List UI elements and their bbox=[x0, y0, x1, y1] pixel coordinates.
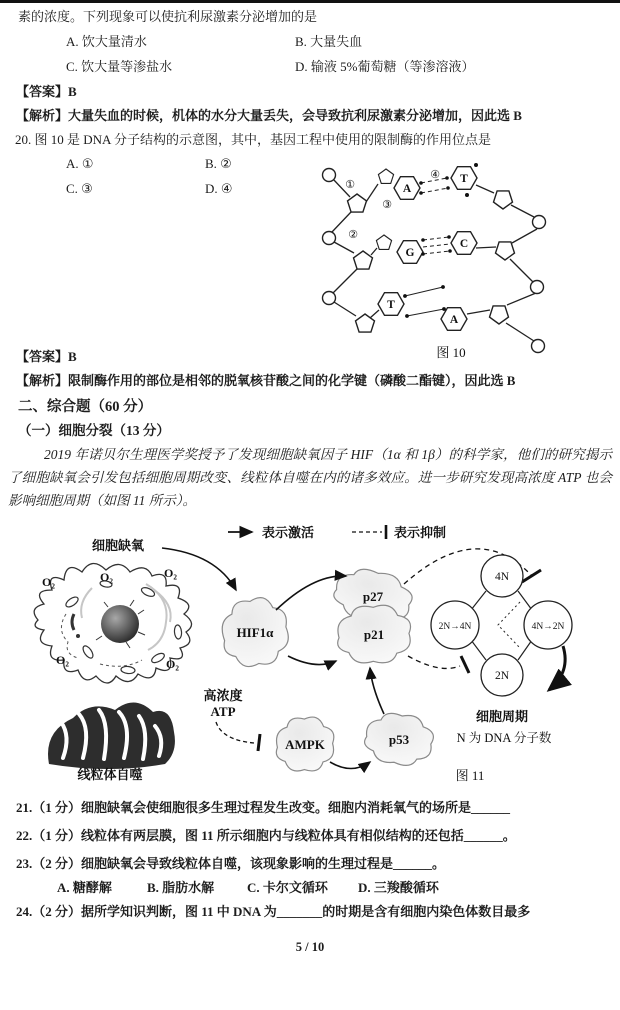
hif-label: HIF1α bbox=[236, 625, 274, 640]
base-C: C bbox=[459, 238, 469, 250]
cycle-top-label: 4N bbox=[494, 571, 510, 583]
hif-to-p21-arrow bbox=[288, 656, 336, 665]
q19-option-d: D. 输液 5%葡萄糖（等渗溶液） bbox=[295, 59, 475, 74]
q24-stem: 24.（2 分）据所学知识判断，图 11 中 DNA 为_______的时期是含有细胞内染色体数目最多 bbox=[16, 904, 531, 919]
base-A1: A bbox=[402, 183, 412, 195]
atp-inhibit-bar-icon bbox=[258, 734, 260, 751]
figure-10-caption: 图 10 bbox=[436, 345, 466, 360]
q20-answer: 【答案】B bbox=[16, 349, 77, 364]
page-number: 5 / 10 bbox=[295, 940, 325, 954]
section-subtitle: （一）细胞分裂（13 分） bbox=[18, 423, 170, 438]
vesicle-dot bbox=[76, 634, 80, 638]
base-G: G bbox=[405, 247, 415, 259]
q23-option-c: C. 卡尔文循环 bbox=[247, 880, 328, 895]
hydrogen-bonds bbox=[421, 178, 450, 254]
p21-inhibit-bar-icon bbox=[461, 656, 469, 673]
p53-label: p53 bbox=[388, 732, 410, 747]
q20-stem: 20. 图 10 是 DNA 分子结构的示意图，其中，基因工程中使用的限制酶的作用位点是 bbox=[15, 132, 491, 147]
intro-paragraph: 2019 年诺贝尔生理医学奖授予了发现细胞缺氧因子 HIF（1α 和 1β）的科学家，他们的研究揭示了细胞缺氧会引发包括细胞周期改变、线粒体自噬在内的诸多效应。进一步研究发现高浓度 ATP 也会影响细胞周期（如图 11 所示）。 bbox=[8, 447, 612, 508]
q23-option-d: D. 三羧酸循环 bbox=[358, 880, 439, 895]
q20-option-a: A. ① bbox=[66, 156, 94, 171]
q20-option-b: B. ② bbox=[205, 156, 232, 171]
q20-option-d: D. ④ bbox=[205, 181, 233, 196]
legend-activate-label: 表示激活 bbox=[262, 525, 315, 540]
ampk-label: AMPK bbox=[285, 737, 325, 752]
q19-stem: 素的浓度。下列现象可以使抗利尿激素分泌增加的是 bbox=[18, 9, 318, 24]
p53-to-p21-arrow bbox=[370, 668, 384, 714]
o2-label-3: O₂ bbox=[164, 566, 177, 580]
legend bbox=[228, 525, 446, 540]
q19-option-b: B. 大量失血 bbox=[295, 34, 363, 49]
hypoxic-cell-drawing bbox=[34, 563, 191, 683]
o2-label-1: O₂ bbox=[42, 575, 55, 589]
legend-inhibit-label: 表示抑制 bbox=[394, 525, 447, 540]
cell-cycle-note: N 为 DNA 分子数 bbox=[456, 731, 552, 745]
q19-answer: 【答案】B bbox=[16, 84, 77, 99]
figure-11-caption: 图 11 bbox=[455, 768, 485, 783]
cycle-right-label: 4N→2N bbox=[531, 622, 565, 632]
base-T2: T bbox=[387, 299, 395, 311]
cycle-direction-arrow bbox=[549, 646, 565, 690]
label-2-icon: ② bbox=[348, 229, 358, 241]
atp-inhibit-dash bbox=[216, 722, 254, 743]
label-3-icon: ③ bbox=[382, 199, 392, 211]
q23-stem: 23.（2 分）细胞缺氧会导致线粒体自噬，该现象影响的生理过程是______。 bbox=[16, 856, 446, 871]
o2-label-5: O₂ bbox=[166, 657, 179, 671]
q19-option-a: A. 饮大量清水 bbox=[66, 34, 147, 49]
q21-stem: 21.（1 分）细胞缺氧会使细胞很多生理过程发生改变。细胞内消耗氧气的场所是______ bbox=[16, 800, 511, 815]
mitochondrion-drawing bbox=[48, 702, 175, 769]
atp-label-line2: ATP bbox=[210, 704, 236, 719]
cycle-left-label: 2N→4N bbox=[438, 622, 472, 632]
dna-sugars bbox=[348, 169, 515, 332]
cycle-dotted-guide bbox=[498, 602, 520, 648]
q19-option-c: C. 饮大量等渗盐水 bbox=[66, 59, 173, 74]
q20-option-c: C. ③ bbox=[66, 181, 93, 196]
broken-hydrogen-bonds bbox=[405, 287, 444, 316]
q19-analysis: 【解析】大量失血的时候，机体的水分大量丢失，会导致抗利尿激素分泌增加，因此选 B bbox=[16, 108, 522, 123]
q22-stem: 22.（1 分）线粒体有两层膜，图 11 所示细胞内与线粒体具有相似结构的还包括______。 bbox=[16, 828, 516, 843]
p27-inhibit-bar-icon bbox=[522, 570, 541, 582]
section-title: 二、综合题（60 分） bbox=[18, 399, 153, 415]
q23-option-a: A. 糖酵解 bbox=[57, 880, 112, 895]
base-A2: A bbox=[449, 314, 459, 326]
p27-label: p27 bbox=[362, 589, 384, 604]
o2-label-4: O₂ bbox=[56, 653, 69, 667]
ampk-to-p53-arrow bbox=[330, 762, 370, 769]
mitophagy-label: 线粒体自噬 bbox=[77, 767, 143, 782]
base-T1: T bbox=[460, 173, 468, 185]
hypoxia-label: 细胞缺氧 bbox=[92, 538, 145, 553]
figure-10-dna-diagram bbox=[318, 152, 612, 364]
q20-analysis: 【解析】限制酶作用的部位是相邻的脱氧核苷酸之间的化学键（磷酸二酯键），因此选 B bbox=[16, 373, 516, 388]
figure-11-pathway-diagram bbox=[8, 518, 612, 786]
label-4-icon: ④ bbox=[430, 169, 440, 181]
page-top-rule bbox=[0, 0, 620, 3]
atp-label-line1: 高浓度 bbox=[203, 688, 243, 703]
label-1-icon: ① bbox=[345, 179, 355, 191]
nucleus bbox=[101, 605, 139, 643]
cycle-bottom-label: 2N bbox=[494, 670, 510, 682]
o2-label-2: O₂ bbox=[100, 570, 113, 584]
cell-cycle-label: 细胞周期 bbox=[475, 709, 529, 724]
p21-inhibit-arc bbox=[408, 656, 460, 668]
p21-label: p21 bbox=[363, 627, 385, 642]
cell-cycle-diagram bbox=[431, 555, 572, 745]
q23-option-b: B. 脂肪水解 bbox=[147, 880, 215, 895]
